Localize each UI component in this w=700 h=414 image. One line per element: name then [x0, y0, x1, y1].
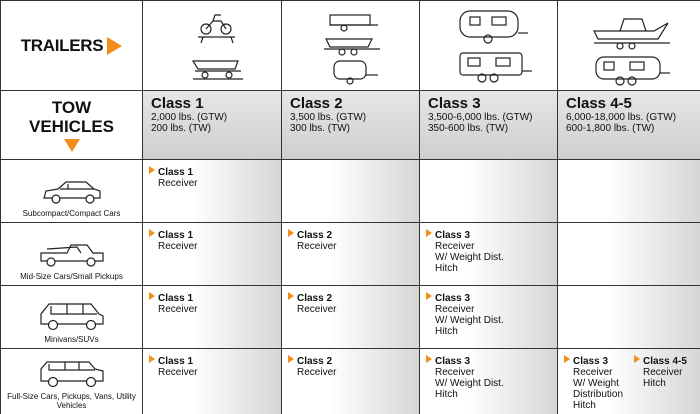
hitch-line: Hitch [435, 326, 458, 337]
hitch-line: Receiver [297, 304, 337, 315]
class-gtw: 6,000-18,000 lbs. (GTW) [566, 112, 677, 123]
suv-icon [37, 300, 107, 332]
hitch-class: Class 1 [158, 167, 194, 178]
class-heading-1 [143, 91, 282, 160]
hitch-line: W/ Weight [573, 378, 619, 389]
hitch-class: Class 4-5 [643, 356, 687, 367]
travel-trailer-icon [420, 1, 558, 91]
bullet-arrow-icon [288, 355, 294, 363]
hitch-line: W/ Weight Dist. [435, 252, 504, 263]
hitch-line: Receiver [158, 178, 198, 189]
hitch-line: Hitch [643, 378, 666, 389]
table-cell [558, 349, 700, 414]
class-title: Class 4-5 [566, 95, 632, 112]
table-cell [420, 349, 558, 414]
vehicle-row-header [1, 223, 143, 286]
class-title: Class 2 [290, 95, 343, 112]
class3-trailer-images [420, 1, 558, 91]
table-cell [420, 223, 558, 286]
tow-vehicles-header [1, 91, 143, 160]
hitch-class: Class 2 [297, 356, 333, 367]
hitch-line: Receiver [643, 367, 683, 378]
compact-car-icon [40, 178, 104, 206]
class-gtw: 2,000 lbs. (GTW) [151, 112, 228, 123]
large-boat-fifth-wheel-icon [558, 1, 700, 91]
class-tw: 350-600 lbs. (TW) [428, 123, 509, 134]
class2-trailer-images [282, 1, 420, 91]
bullet-arrow-icon [149, 355, 155, 363]
vehicle-row-header [1, 349, 143, 414]
class-gtw: 3,500 lbs. (GTW) [290, 112, 367, 123]
hitch-entry [426, 355, 504, 400]
bullet-arrow-icon [426, 292, 432, 300]
hitch-entry [288, 229, 336, 252]
class-tw: 300 lbs. (TW) [290, 123, 351, 134]
hitch-class: Class 1 [158, 356, 194, 367]
vehicle-label: Minivans/SUVs [44, 335, 99, 344]
hitch-line: Receiver [435, 304, 475, 315]
hitch-entry [426, 292, 504, 337]
class-heading-3 [420, 91, 558, 160]
bullet-arrow-icon [288, 229, 294, 237]
hitch-class: Class 3 [435, 356, 471, 367]
bullet-arrow-icon [426, 229, 432, 237]
class-gtw: 3,500-6,000 lbs. (GTW) [428, 112, 533, 123]
table-cell [282, 160, 420, 223]
hitch-line: Receiver [158, 367, 198, 378]
table-cell [143, 160, 282, 223]
hitch-class: Class 3 [435, 230, 471, 241]
trailers-header [1, 1, 143, 91]
hitch-line: W/ Weight Dist. [435, 315, 504, 326]
class-title: Class 1 [151, 95, 204, 112]
table-cell [558, 286, 700, 349]
table-cell [143, 286, 282, 349]
arrow-down-icon [64, 139, 80, 152]
table-cell [558, 160, 700, 223]
bullet-arrow-icon [564, 355, 570, 363]
hitch-line: Receiver [158, 241, 198, 252]
trailers-label: TRAILERS [20, 35, 104, 55]
hitch-entry [149, 355, 197, 378]
hitch-entry [149, 292, 197, 315]
table-cell [420, 160, 558, 223]
class1-trailer-images [143, 1, 282, 91]
hitch-class: Class 3 [573, 356, 609, 367]
fullsize-suv-icon [37, 359, 107, 389]
hitch-class: Class 2 [297, 230, 333, 241]
hitch-entry [564, 355, 623, 411]
hitch-entry [634, 355, 687, 389]
class-title: Class 3 [428, 95, 481, 112]
table-cell [282, 286, 420, 349]
hitch-line: Receiver [297, 367, 337, 378]
hitch-line: Receiver [573, 367, 613, 378]
hitch-entry [149, 229, 197, 252]
class-heading-2 [282, 91, 420, 160]
vehicle-row-header [1, 160, 143, 223]
class-heading-4 [558, 91, 700, 160]
table-cell [143, 223, 282, 286]
pickup-car-icon [37, 239, 107, 269]
class-tw: 600-1,800 lbs. (TW) [566, 123, 655, 134]
table-cell [143, 349, 282, 414]
hitch-line: Hitch [573, 400, 596, 411]
hitch-class: Class 1 [158, 293, 194, 304]
bullet-arrow-icon [426, 355, 432, 363]
bullet-arrow-icon [149, 229, 155, 237]
vehicle-label: Subcompact/Compact Cars [22, 209, 121, 218]
table-cell [282, 349, 420, 414]
hitch-class: Class 3 [435, 293, 471, 304]
bullet-arrow-icon [149, 166, 155, 174]
vehicle-row-header [1, 286, 143, 349]
hitch-line: Receiver [297, 241, 337, 252]
hitch-entry [149, 166, 197, 189]
hitch-line: W/ Weight Dist. [435, 378, 504, 389]
hitch-entry [288, 355, 336, 378]
bullet-arrow-icon [634, 355, 640, 363]
class-tw: 200 lbs. (TW) [151, 123, 212, 134]
arrow-right-icon [107, 37, 122, 55]
hitch-line: Hitch [435, 263, 458, 274]
motorcycle-boat-trailer-icon [143, 1, 282, 91]
table-cell [420, 286, 558, 349]
class45-trailer-images [558, 1, 700, 91]
hitch-entry [288, 292, 336, 315]
hitch-line: Receiver [435, 241, 475, 252]
hitch-class: Class 1 [158, 230, 194, 241]
hitch-class: Class 2 [297, 293, 333, 304]
table-cell [282, 223, 420, 286]
utility-camper-trailer-icon [282, 1, 420, 91]
hitch-line: Receiver [435, 367, 475, 378]
bullet-arrow-icon [149, 292, 155, 300]
hitch-line: Receiver [158, 304, 198, 315]
hitch-line: Hitch [435, 389, 458, 400]
hitch-entry [426, 229, 504, 274]
bullet-arrow-icon [288, 292, 294, 300]
table-cell [558, 223, 700, 286]
tow-vehicles-label: TOW VEHICLES [28, 98, 115, 136]
vehicle-label: Full-Size Cars, Pickups, Vans, Utility Vehicles [7, 392, 136, 410]
vehicle-label: Mid-Size Cars/Small Pickups [20, 272, 123, 281]
hitch-line: Distribution [573, 389, 624, 400]
